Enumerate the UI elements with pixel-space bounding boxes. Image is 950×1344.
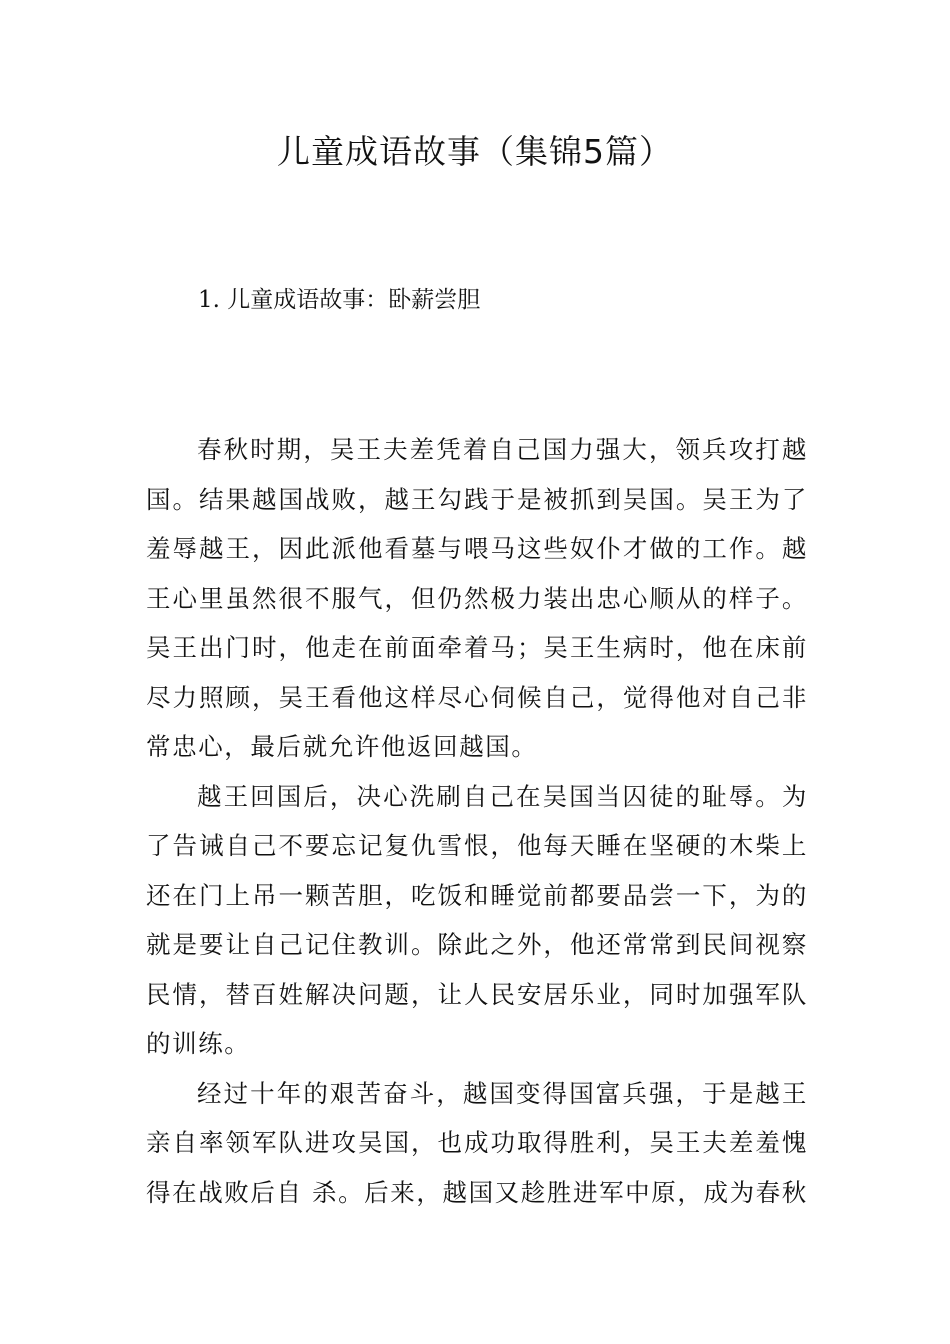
paragraph: 春秋时期，吴王夫差凭着自己国力强大，领兵攻打越国。结果越国战败，越王勾践于是被抓到吴国。吴王为了羞辱越王，因此派他看墓与喂马这些奴仆才做的工作。越王心里虽然很不服气，但仍然极力装出忠心顺从的样子。吴王出门时，他走在前面牵着马；吴王生病时，他在床前尽力照顾，吴王看他这样尽心伺候自己，觉得他对自己非常忠心，最后就允许他返回越国。: [146, 435, 808, 761]
section-heading: 1. 儿童成语故事：卧薪尝胆: [198, 287, 481, 313]
document-title: 儿童成语故事（集锦5篇）: [277, 132, 673, 171]
paragraph: 经过十年的艰苦奋斗，越国变得国富兵强，于是越王亲自率领军队进攻吴国，也成功取得胜利，吴王夫差羞愧得在战败后自 杀。后来，越国又趁胜进军中原，成为春秋: [146, 1078, 808, 1207]
body-text: [146, 425, 808, 1217]
paragraph: 越王回国后，决心洗刷自己在吴国当囚徒的耻辱。为了告诫自己不要忘记复仇雪恨，他每天睡在坚硬的木柴上还在门上吊一颗苦胆，吃饭和睡觉前都要品尝一下，为的就是要让自己记住教训。除此之外，他还常常到民间视察民情，替百姓解决问题，让人民安居乐业，同时加强军队的训练。: [146, 781, 808, 1058]
